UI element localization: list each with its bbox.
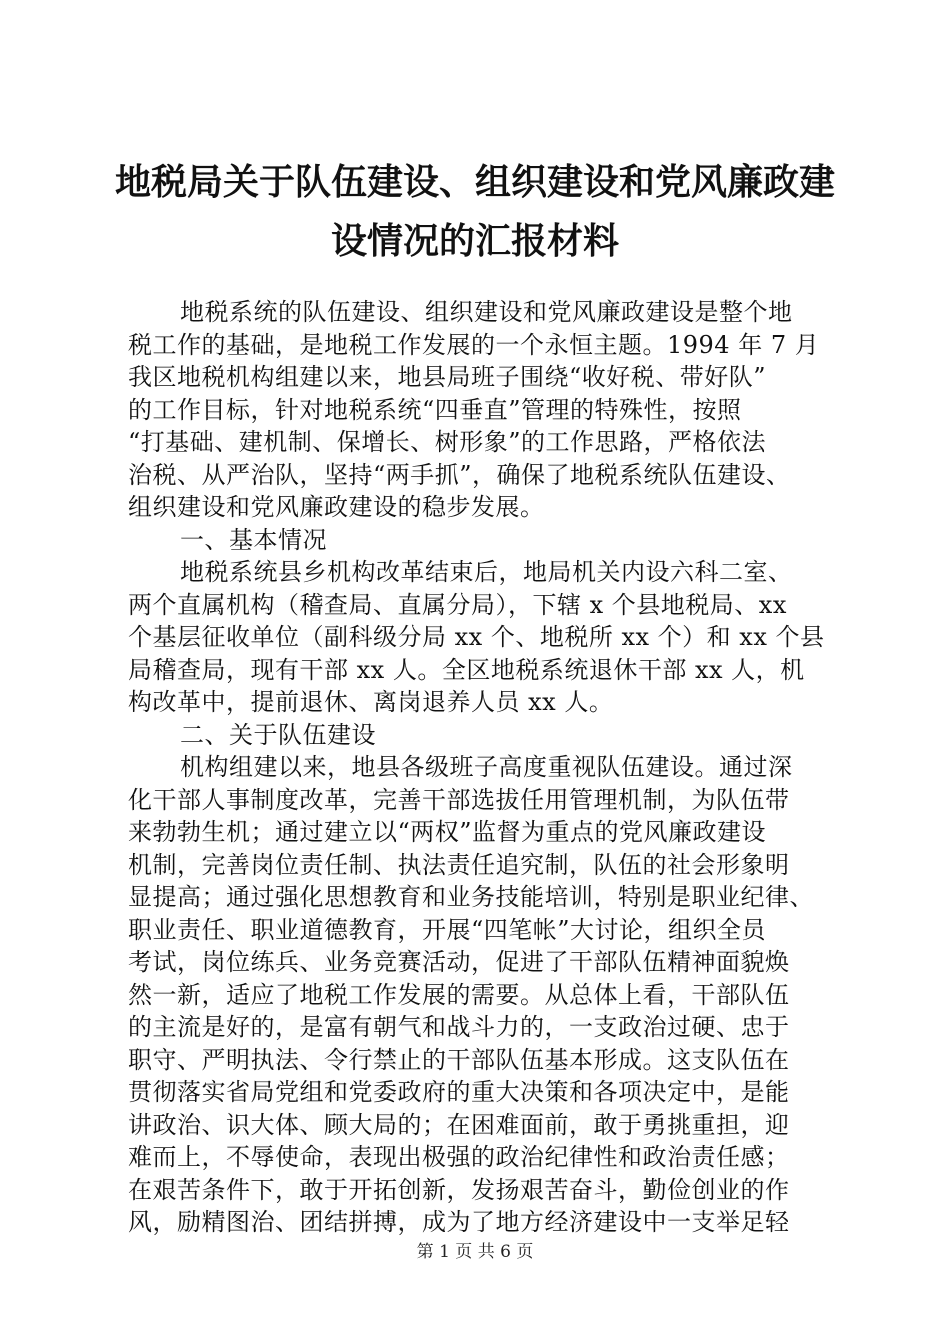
body-line: 的工作目标，针对地税系统“四垂直”管理的特殊性，按照: [128, 395, 742, 424]
body-line: 局稽查局，现有干部 xx 人。全区地税系统退休干部 xx 人，机: [128, 655, 805, 684]
body-line: 化干部人事制度改革，完善干部选拔任用管理机制，为队伍带: [128, 785, 790, 814]
body-line: 两个直属机构（稽查局、直属分局），下辖 x 个县地税局、xx: [128, 590, 787, 619]
page-number-footer: 第 1 页 共 6 页: [416, 1242, 534, 1262]
section-heading: 一、基本情况: [180, 525, 327, 554]
document-body: [128, 296, 848, 1239]
body-line: 构改革中，提前退休、离岗退养人员 xx 人。: [128, 688, 614, 716]
body-line: 个基层征收单位（副科级分局 xx 个、地税所 xx 个）和 xx 个县: [128, 623, 825, 651]
body-line: 风，励精图治、团结拼搏，成为了地方经济建设中一支举足轻: [128, 1208, 790, 1236]
body-line: 机构组建以来，地县各级班子高度重视队伍建设。通过深: [180, 753, 793, 781]
body-line: “打基础、建机制、保增长、树形象”的工作思路，严格依法: [128, 428, 767, 456]
body-line: 贯彻落实省局党组和党委政府的重大决策和各项决定中，是能: [128, 1078, 790, 1106]
section-heading: 二、关于队伍建设: [180, 720, 376, 749]
body-line: 显提高；通过强化思想教育和业务技能培训，特别是职业纪律、: [128, 883, 814, 911]
body-line: 然一新，适应了地税工作发展的需要。从总体上看，干部队伍: [128, 980, 790, 1009]
body-line: 在艰苦条件下，敢于开拓创新，发扬艰苦奋斗，勤俭创业的作: [128, 1175, 790, 1204]
body-line: 组织建设和党风廉政建设的稳步发展。: [128, 493, 545, 521]
body-line: 的主流是好的，是富有朝气和战斗力的，一支政治过硬、忠于: [128, 1013, 790, 1041]
body-line: 来勃勃生机；通过建立以“两权”监督为重点的党风廉政建设: [128, 818, 767, 846]
document-title-line-1: 地税局关于队伍建设、组织建设和党风廉政建: [114, 162, 835, 203]
body-line: 机制，完善岗位责任制、执法责任追究制，队伍的社会形象明: [128, 850, 790, 879]
document-title-line-2: 设情况的汇报材料: [330, 221, 619, 262]
body-line: 职守、严明执法、令行禁止的干部队伍基本形成。这支队伍在: [128, 1045, 790, 1074]
body-line: 我区地税机构组建以来，地县局班子围绕“收好税、带好队”: [128, 363, 767, 391]
body-line: 地税系统县乡机构改革结束后，地局机关内设六科二室、: [180, 558, 793, 586]
body-line: 讲政治、识大体、顾大局的；在困难面前，敢于勇挑重担，迎: [128, 1110, 790, 1139]
body-line: 税工作的基础，是地税工作发展的一个永恒主题。1994 年 7 月: [128, 330, 820, 359]
body-line: 考试，岗位练兵、业务竞赛活动，促进了干部队伍精神面貌焕: [128, 948, 790, 976]
body-line: 地税系统的队伍建设、组织建设和党风廉政建设是整个地: [180, 298, 793, 326]
body-line: 治税、从严治队，坚持“两手抓”，确保了地税系统队伍建设、: [128, 460, 791, 489]
body-line: 难而上，不辱使命，表现出极强的政治纪律性和政治责任感；: [128, 1143, 790, 1171]
body-line: 职业责任、职业道德教育，开展“四笔帐”大讨论，组织全员: [128, 915, 767, 944]
